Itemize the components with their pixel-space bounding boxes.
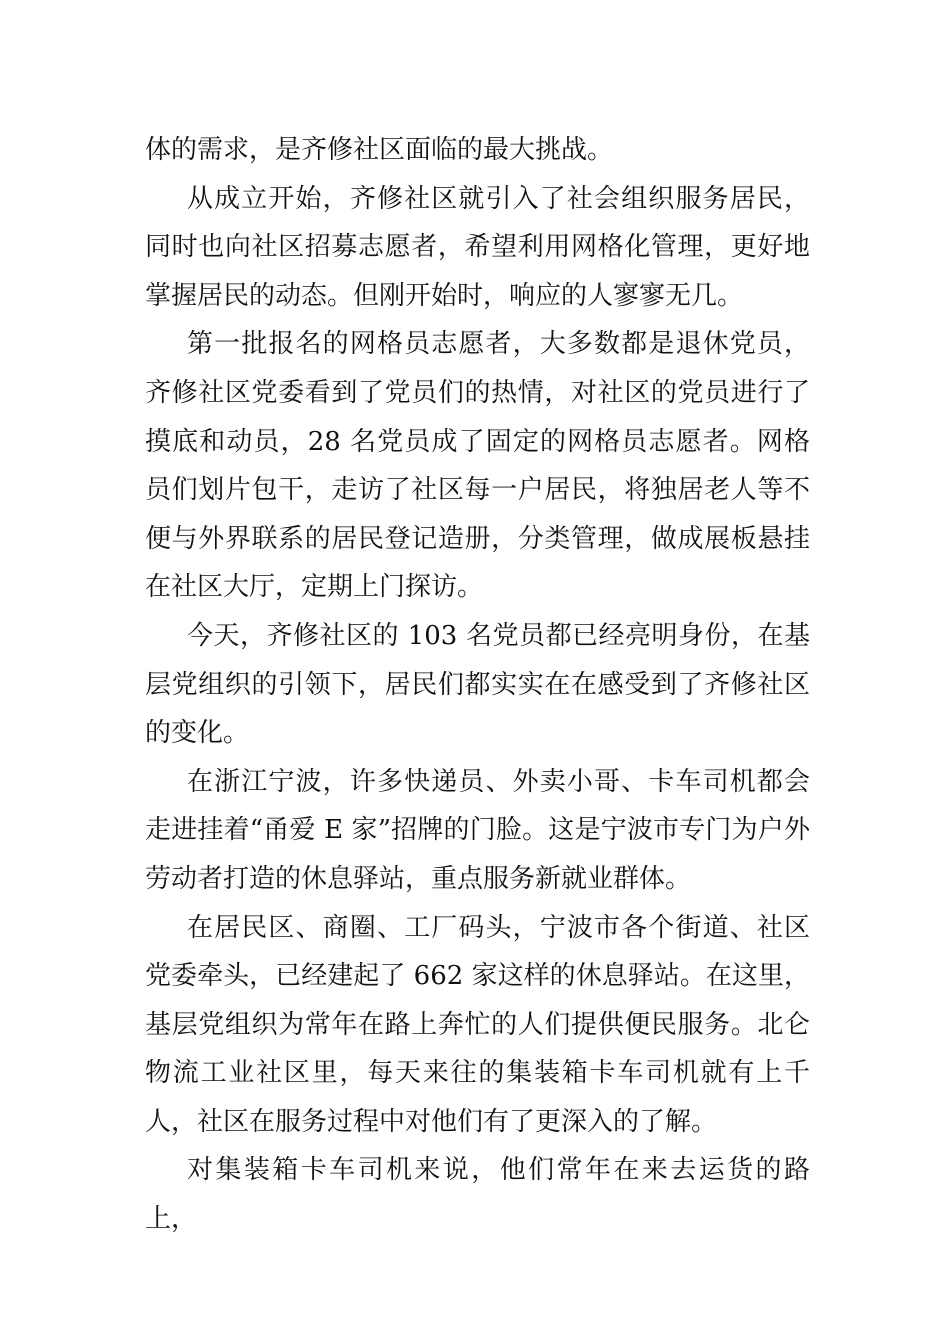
- paragraph-6: 在居民区、商圈、工厂码头，宁波市各个街道、社区党委牵头，已经建起了 662 家这样的休息驿站。在这里，基层党组织为常年在路上奔忙的人们提供便民服务。北仑物流工业社区里，每天来往的集装箱卡车司机就有上千人，社区在服务过程中对他们有了更深入的了解。: [145, 912, 810, 1137]
- paragraph-4: 今天，齐修社区的 103 名党员都已经亮明身份，在基层党组织的引领下，居民们都实实在在感受到了齐修社区的变化。: [145, 620, 810, 749]
- paragraph-2: 从成立开始，齐修社区就引入了社会组织服务居民，同时也向社区招募志愿者，希望利用网格化管理，更好地掌握居民的动态。但刚开始时，响应的人寥寥无几。: [145, 183, 810, 311]
- paragraph-7: 对集装箱卡车司机来说，他们常年在来去运货的路上，: [145, 1155, 810, 1235]
- article-body: [145, 126, 810, 1244]
- paragraph-1: 体的需求，是齐修社区面临的最大挑战。: [145, 135, 614, 165]
- paragraph-5: 在浙江宁波，许多快递员、外卖小哥、卡车司机都会走进挂着“甬爱 E 家”招牌的门脸。这是宁波市专门为户外劳动者打造的休息驿站，重点服务新就业群体。: [145, 766, 810, 894]
- paragraph-3: 第一批报名的网格员志愿者，大多数都是退休党员，齐修社区党委看到了党员们的热情，对社区的党员进行了摸底和动员，28 名党员成了固定的网格员志愿者。网格员们划片包干，走访了社区每一户居民，将独居老人等不便与外界联系的居民登记造册，分类管理，做成展板悬挂在社区大厅，定期上门探访。: [145, 329, 810, 603]
